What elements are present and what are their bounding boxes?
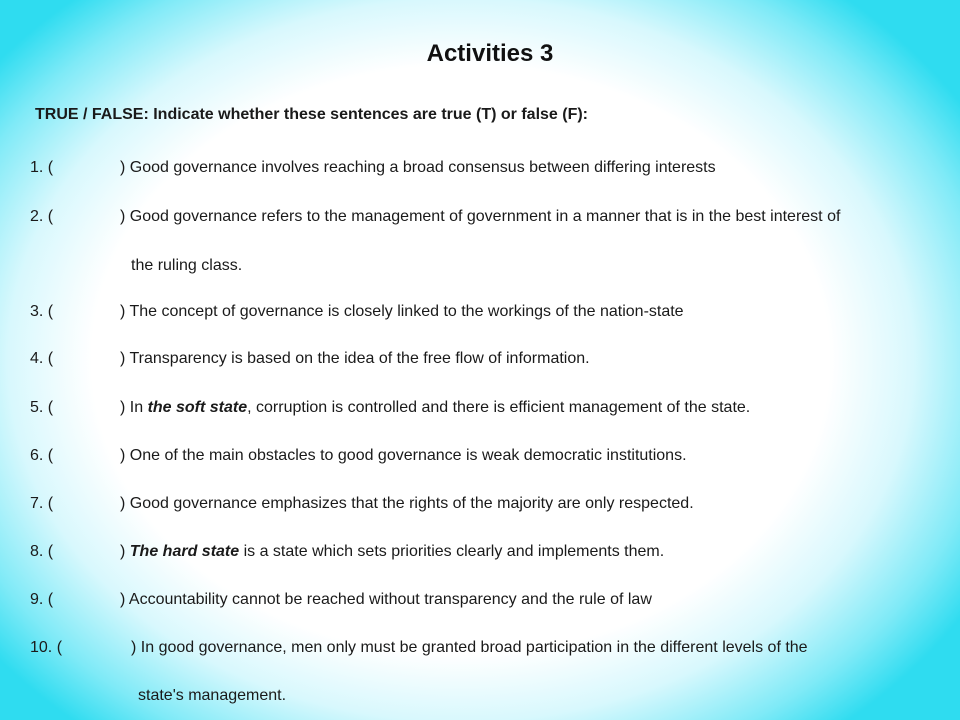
question-text: ) One of the main obstacles to good governance is weak democratic institutions.	[120, 447, 687, 464]
question-text: ) Good governance refers to the management of government in a manner that is in the best interest of	[120, 208, 841, 225]
question-item-5	[30, 398, 750, 418]
question-text: ) Accountability cannot be reached without transparency and the rule of law	[120, 591, 652, 608]
question-text-post: is a state which sets priorities clearly and implements them.	[239, 543, 665, 560]
question-number: 6. (	[30, 447, 54, 464]
question-number: 8. (	[30, 543, 54, 560]
question-item-2	[30, 207, 840, 227]
question-text: ) Transparency is based on the idea of the free flow of information.	[120, 350, 590, 367]
question-item-1	[30, 158, 716, 178]
question-number: 4. (	[30, 350, 54, 367]
slide-title: Activities 3	[426, 40, 554, 67]
instruction-text: TRUE / FALSE: Indicate whether these sentences are true (T) or false (F):	[35, 106, 589, 123]
question-item-3	[30, 302, 684, 322]
question-item-8	[30, 542, 664, 562]
question-text: ) Good governance involves reaching a broad consensus between differing interests	[120, 159, 716, 176]
question-item-10	[30, 638, 808, 658]
question-number: 9. (	[30, 591, 54, 608]
question-text: ) In good governance, men only must be granted broad participation in the different levels of the	[131, 639, 808, 656]
question-text-continuation: the ruling class.	[131, 257, 243, 274]
question-text: ) The concept of governance is closely linked to the workings of the nation-state	[120, 303, 684, 320]
question-number: 1. (	[30, 159, 54, 176]
question-item-9	[30, 590, 652, 610]
question-text-continuation: state's management.	[138, 687, 287, 704]
question-text-pre: )	[120, 543, 130, 560]
emphasized-term: The hard state	[129, 543, 240, 560]
emphasized-term: the soft state	[147, 399, 248, 416]
question-item-6	[30, 446, 687, 466]
question-number: 2. (	[30, 208, 54, 225]
question-number: 5. (	[30, 399, 54, 416]
question-item-7	[30, 494, 694, 514]
question-number: 3. (	[30, 303, 54, 320]
question-number: 10. (	[30, 639, 63, 656]
question-item-4	[30, 349, 590, 369]
question-text-pre: ) In	[120, 399, 148, 416]
question-text: ) Good governance emphasizes that the rights of the majority are only respected.	[120, 495, 694, 512]
question-number: 7. (	[30, 495, 54, 512]
question-text-post: , corruption is controlled and there is efficient management of the state.	[247, 399, 751, 416]
